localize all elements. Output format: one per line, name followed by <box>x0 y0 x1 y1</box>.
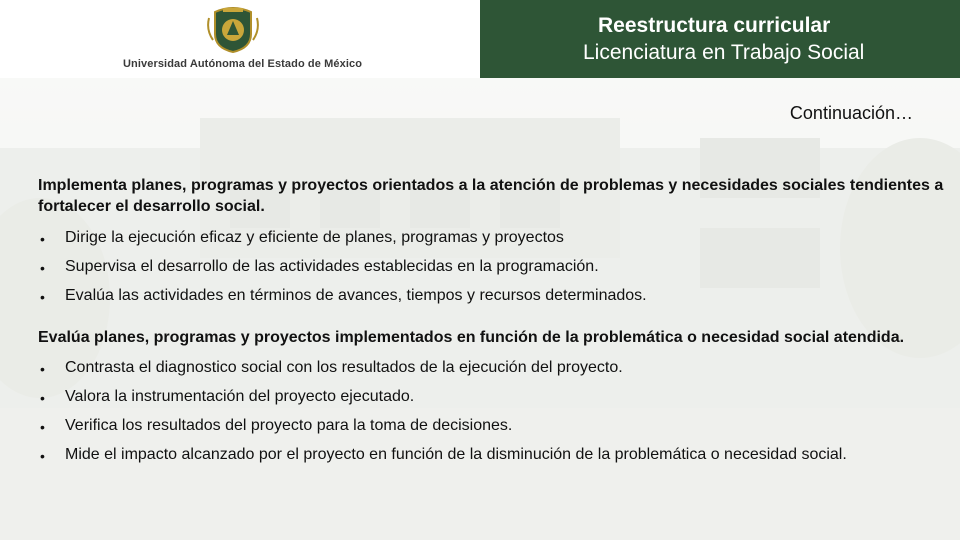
page-title: Reestructura curricular <box>598 14 831 37</box>
list-item <box>38 257 953 277</box>
list-item-text: Valora la instrumentación del proyecto ejecutado. <box>65 388 415 406</box>
header-left <box>0 0 480 78</box>
bullet-icon: • <box>40 230 45 247</box>
bullet-icon: • <box>40 259 45 276</box>
section-1 <box>38 176 953 306</box>
university-name: Universidad Autónoma del Estado de México <box>123 58 363 70</box>
bullet-list <box>38 358 953 465</box>
list-item <box>38 228 953 248</box>
list-item-text: Verifica los resultados del proyecto para la toma de decisiones. <box>65 417 513 435</box>
list-item <box>38 416 953 436</box>
bullet-icon: • <box>40 361 45 378</box>
bullet-icon: • <box>40 419 45 436</box>
section-heading: Evalúa planes, programas y proyectos implementados en función de la problemática o necesidad social atendida. <box>38 328 905 346</box>
bullet-icon: • <box>40 288 45 305</box>
section-2 <box>38 328 953 466</box>
bullet-icon: • <box>40 390 45 407</box>
list-item <box>38 358 953 378</box>
list-item-text: Contrasta el diagnostico social con los resultados de la ejecución del proyecto. <box>65 359 623 377</box>
page-subtitle: Licenciatura en Trabajo Social <box>583 41 865 64</box>
list-item-text: Mide el impacto alcanzado por el proyecto en función de la disminución de la problemática o necesidad social. <box>65 446 847 464</box>
bullet-icon: • <box>40 448 45 465</box>
list-item-text: Dirige la ejecución eficaz y eficiente de planes, programas y proyectos <box>65 228 564 246</box>
continuation-label: Continuación… <box>789 103 913 123</box>
university-seal-icon <box>205 4 261 54</box>
section-heading: Implementa planes, programas y proyectos orientados a la atención de problemas y necesidades sociales tendientes a fortalecer el desarrollo social. <box>38 177 944 215</box>
list-item <box>38 387 953 407</box>
bullet-list <box>38 228 953 306</box>
main-content <box>38 176 953 474</box>
list-item <box>38 286 953 306</box>
list-item-text: Supervisa el desarrollo de las actividades establecidas en la programación. <box>65 257 599 275</box>
header-right <box>480 0 960 78</box>
list-item-text: Evalúa las actividades en términos de avances, tiempos y recursos determinados. <box>65 286 647 304</box>
list-item <box>38 445 953 465</box>
